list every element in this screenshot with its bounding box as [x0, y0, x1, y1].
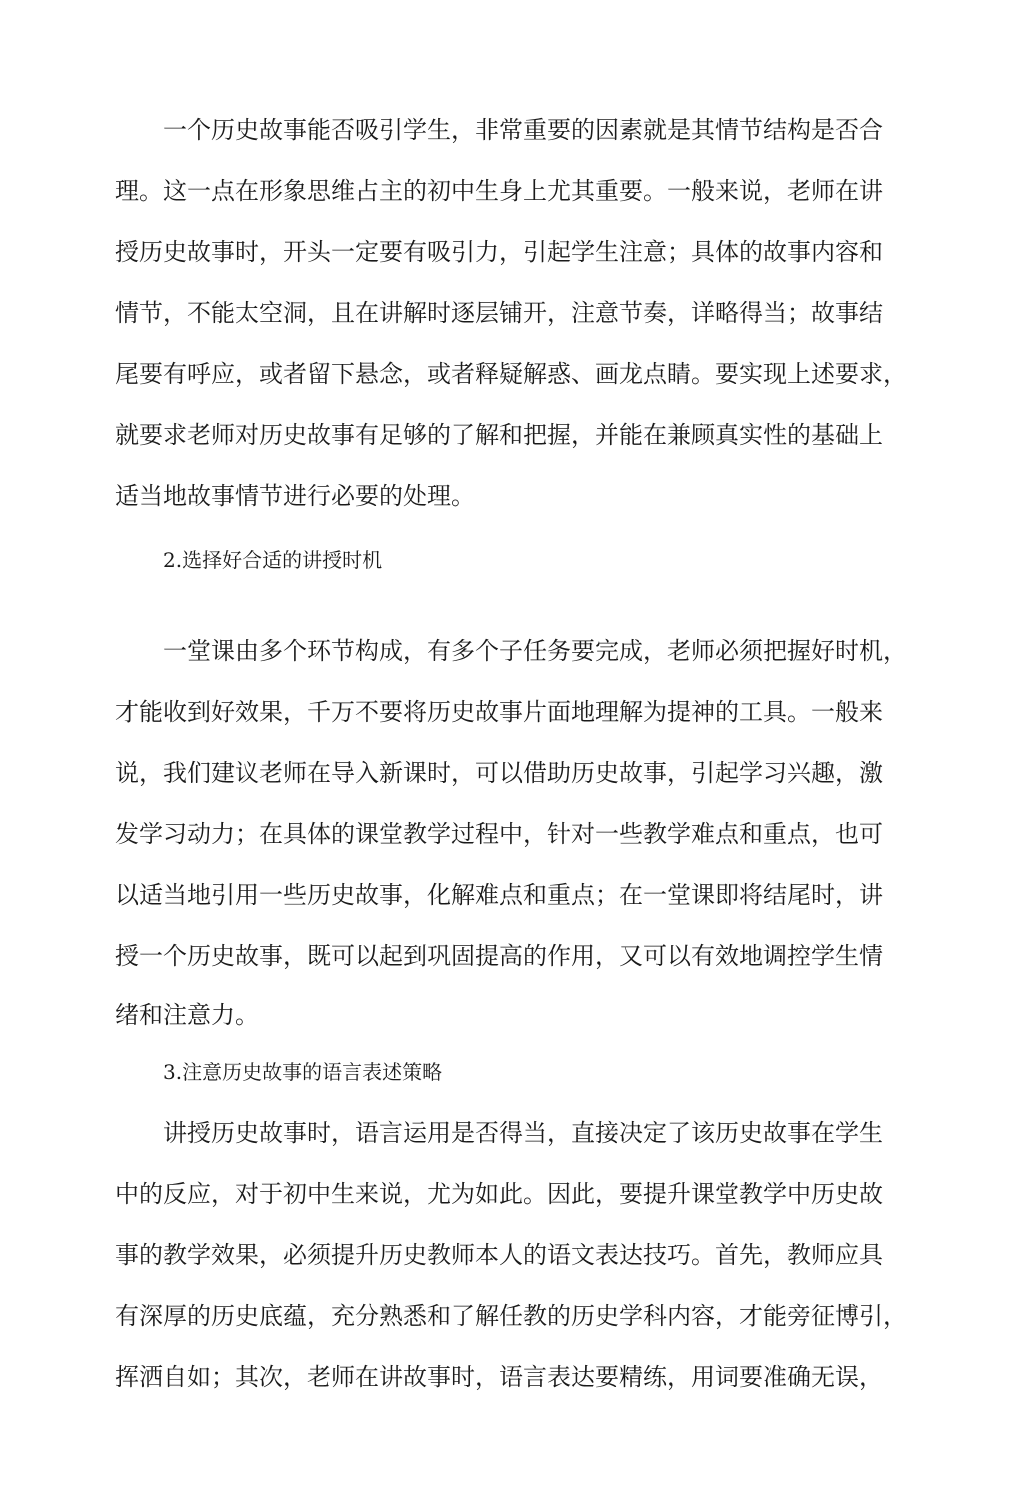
text-line: 发学习动力；在具体的课堂教学过程中，针对一些教学难点和重点，也可: [115, 820, 883, 848]
text-line: 以适当地引用一些历史故事，化解难点和重点；在一堂课即将结尾时，讲: [115, 881, 883, 909]
text-line: 授一个历史故事，既可以起到巩固提高的作用，又可以有效地调控学生情: [115, 942, 883, 970]
text-line: 有深厚的历史底蕴，充分熟悉和了解任教的历史学科内容，才能旁征博引，: [115, 1302, 907, 1330]
text-line: 授历史故事时，开头一定要有吸引力，引起学生注意；具体的故事内容和: [115, 238, 883, 266]
section-heading: 2.选择好合适的讲授时机: [163, 548, 383, 572]
text-line: 适当地故事情节进行必要的处理。: [115, 482, 475, 510]
text-line: 事的教学效果，必须提升历史教师本人的语文表达技巧。首先，教师应具: [115, 1241, 883, 1269]
section-heading: 3.注意历史故事的语言表述策略: [163, 1060, 443, 1084]
text-line: 说，我们建议老师在导入新课时，可以借助历史故事，引起学习兴趣，激: [115, 759, 883, 787]
text-line: 绪和注意力。: [115, 1001, 259, 1029]
text-line: 中的反应，对于初中生来说，尤为如此。因此，要提升课堂教学中历史故: [115, 1180, 883, 1208]
text-line: 就要求老师对历史故事有足够的了解和把握，并能在兼顾真实性的基础上: [115, 421, 883, 449]
text-line: 一堂课由多个环节构成，有多个子任务要完成，老师必须把握好时机，: [163, 637, 907, 665]
text-line: 讲授历史故事时，语言运用是否得当，直接决定了该历史故事在学生: [163, 1119, 883, 1147]
text-line: 情节，不能太空洞，且在讲解时逐层铺开，注意节奏，详略得当；故事结: [115, 299, 883, 327]
text-line: 才能收到好效果，千万不要将历史故事片面地理解为提神的工具。一般来: [115, 698, 883, 726]
text-line: 一个历史故事能否吸引学生，非常重要的因素就是其情节结构是否合: [163, 116, 883, 144]
text-line: 尾要有呼应，或者留下悬念，或者释疑解惑、画龙点睛。要实现上述要求，: [115, 360, 907, 388]
text-line: 挥洒自如；其次，老师在讲故事时，语言表达要精练，用词要准确无误，: [115, 1363, 883, 1391]
text-line: 理。这一点在形象思维占主的初中生身上尤其重要。一般来说，老师在讲: [115, 177, 883, 205]
